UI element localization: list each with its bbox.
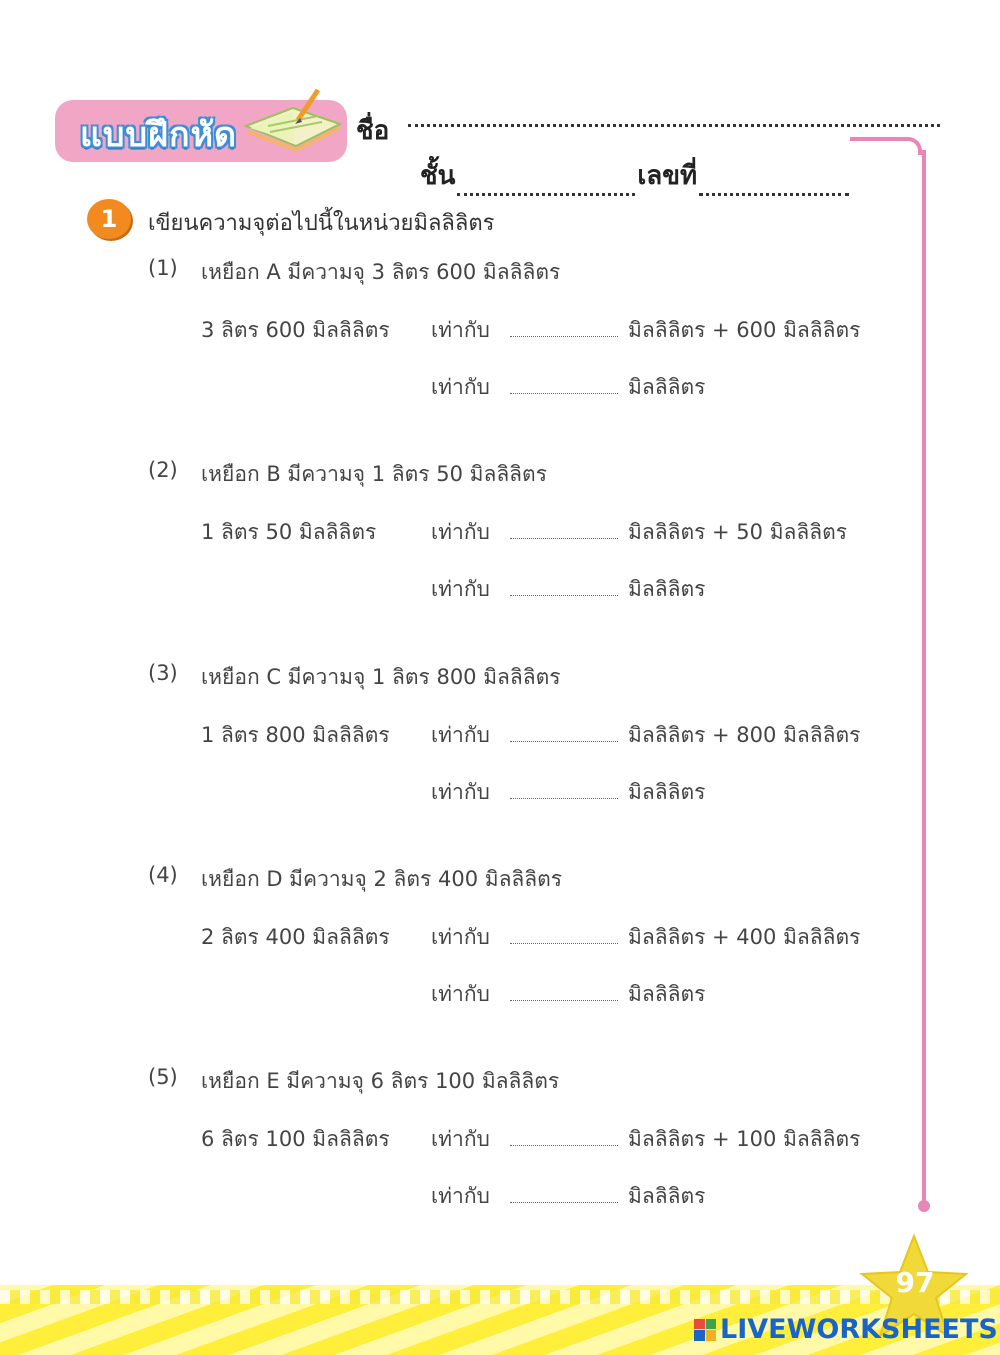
item-prompt: เหยือก C มีความจุ 1 ลิตร 800 มิลลิลิตร [201,665,561,689]
answer-blank-2[interactable] [510,1000,618,1001]
equals-label: เท่ากับ [431,925,490,949]
item-unit: มิลลิลิตร [628,577,706,601]
page-number: 97 [895,1266,935,1299]
item-number: (2) [148,458,178,482]
student-number-input-line[interactable] [699,169,849,196]
item-unit: มิลลิลิตร [628,1184,706,1208]
decorative-frame-line [922,150,926,1205]
answer-blank-2[interactable] [510,1202,618,1203]
item-left-expression: 3 ลิตร 600 มิลลิลิตร [201,318,390,342]
answer-blank-1[interactable] [510,538,618,539]
item-number: (1) [148,256,178,280]
item-expression-tail: มิลลิลิตร + 100 มิลลิลิตร [628,1127,861,1151]
item-expression-tail: มิลลิลิตร + 800 มิลลิลิตร [628,723,861,747]
class-label: ชั้น [420,161,456,191]
exercise-item [148,1065,918,1225]
liveworksheets-brand[interactable] [694,1314,998,1345]
equals-label: เท่ากับ [431,318,490,342]
name-label: ชื่อ [356,116,390,146]
item-number: (5) [148,1065,178,1089]
item-prompt: เหยือก D มีความจุ 2 ลิตร 400 มิลลิลิตร [201,867,563,891]
open-book-pencil-icon [238,86,348,156]
item-unit: มิลลิลิตร [628,982,706,1006]
answer-blank-2[interactable] [510,595,618,596]
equals-label: เท่ากับ [431,780,490,804]
class-number-row [420,155,851,196]
item-number: (3) [148,661,178,685]
item-left-expression: 6 ลิตร 100 มิลลิลิตร [201,1127,390,1151]
answer-blank-1[interactable] [510,943,618,944]
question-instruction: เขียนความจุต่อไปนี้ในหน่วยมิลลิลิตร [148,211,495,236]
exercise-item [148,863,918,1023]
decorative-frame-corner [850,137,922,155]
item-expression-tail: มิลลิลิตร + 400 มิลลิลิตร [628,925,861,949]
name-input-line[interactable] [408,124,940,127]
item-left-expression: 2 ลิตร 400 มิลลิลิตร [201,925,390,949]
item-unit: มิลลิลิตร [628,780,706,804]
liveworksheets-logo-icon [694,1319,716,1341]
student-number-label: เลขที่ [637,161,698,191]
equals-label: เท่ากับ [431,577,490,601]
answer-blank-2[interactable] [510,798,618,799]
class-input-line[interactable] [457,169,635,196]
answer-blank-1[interactable] [510,741,618,742]
item-left-expression: 1 ลิตร 800 มิลลิลิตร [201,723,390,747]
answer-blank-1[interactable] [510,336,618,337]
equals-label: เท่ากับ [431,723,490,747]
equals-label: เท่ากับ [431,520,490,544]
item-expression-tail: มิลลิลิตร + 600 มิลลิลิตร [628,318,861,342]
exercise-item [148,661,918,821]
equals-label: เท่ากับ [431,375,490,399]
equals-label: เท่ากับ [431,982,490,1006]
question-number-badge: 1 [87,199,131,239]
brand-name: LIVEWORKSHEETS [720,1314,998,1345]
item-prompt: เหยือก A มีความจุ 3 ลิตร 600 มิลลิลิตร [201,260,561,284]
item-expression-tail: มิลลิลิตร + 50 มิลลิลิตร [628,520,848,544]
exercise-item [148,458,918,618]
item-number: (4) [148,863,178,887]
answer-blank-2[interactable] [510,393,618,394]
footer-wave-border [0,1290,1000,1304]
answer-blank-1[interactable] [510,1145,618,1146]
item-prompt: เหยือก B มีความจุ 1 ลิตร 50 มิลลิลิตร [201,462,547,486]
equals-label: เท่ากับ [431,1184,490,1208]
worksheet-title: แบบฝึกหัด [80,115,238,155]
equals-label: เท่ากับ [431,1127,490,1151]
exercise-item [148,256,918,416]
item-left-expression: 1 ลิตร 50 มิลลิลิตร [201,520,377,544]
item-unit: มิลลิลิตร [628,375,706,399]
decorative-frame-dot [918,1200,930,1212]
item-prompt: เหยือก E มีความจุ 6 ลิตร 100 มิลลิลิตร [201,1069,560,1093]
